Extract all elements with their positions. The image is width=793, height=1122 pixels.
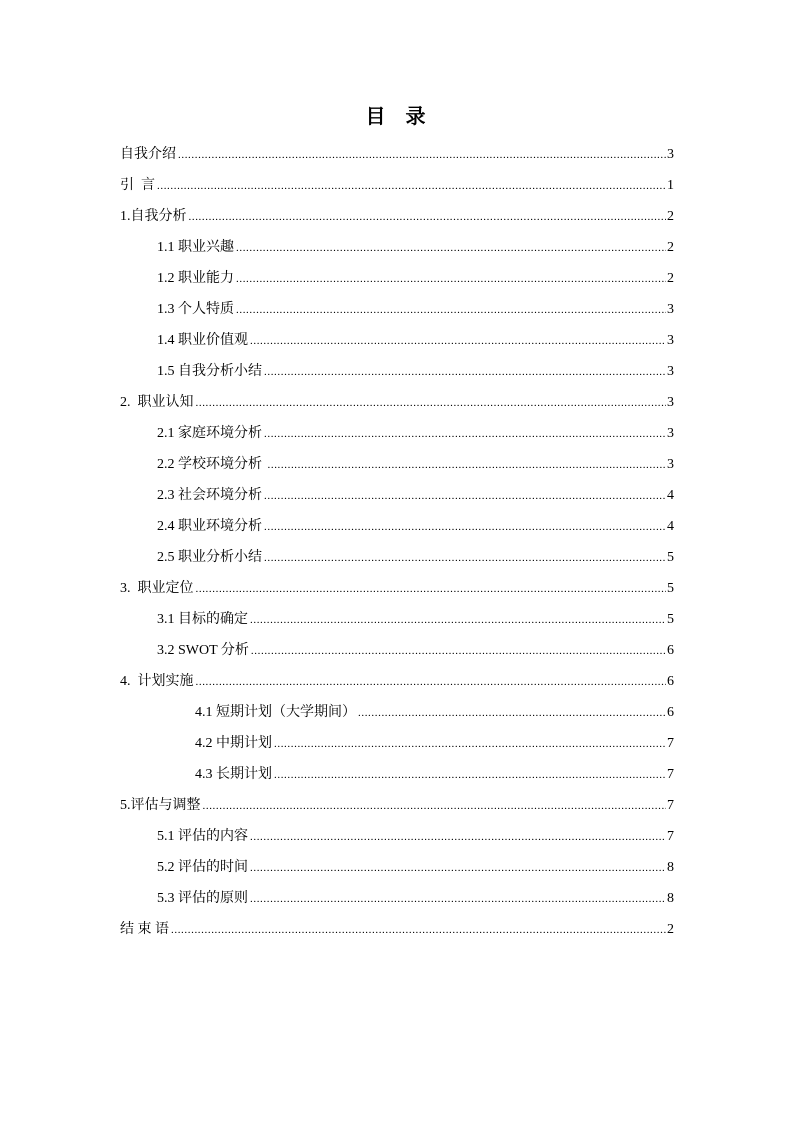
toc-entry-label: 5.评估与调整 <box>120 798 201 813</box>
toc-entry-label: 5.3 评估的原则 <box>157 891 248 906</box>
toc-dot-leader <box>236 295 666 326</box>
toc-entry[interactable] <box>120 728 674 759</box>
toc-dot-leader <box>236 233 666 264</box>
toc-entry[interactable] <box>120 356 674 387</box>
toc-dot-leader <box>171 915 666 946</box>
toc-entry-page-number: 3 <box>667 395 674 410</box>
toc-entry-page-number: 2 <box>667 271 674 286</box>
toc-entry[interactable] <box>120 883 674 914</box>
toc-entry[interactable] <box>120 790 674 821</box>
toc-dot-leader <box>189 202 667 233</box>
toc-dot-leader <box>264 543 666 574</box>
toc-dot-leader <box>250 326 666 357</box>
toc-dot-leader <box>196 388 667 419</box>
toc-entry[interactable] <box>120 449 674 480</box>
toc-entry-page-number: 8 <box>667 891 674 906</box>
toc-entry-label: 4. 计划实施 <box>120 674 194 689</box>
toc-title: 目 录 <box>365 104 428 128</box>
toc-entry[interactable] <box>120 170 674 201</box>
toc-entry-label: 结 束 语 <box>120 922 169 937</box>
toc-entry[interactable] <box>120 263 674 294</box>
toc-entry-page-number: 3 <box>667 302 674 317</box>
toc-dot-leader <box>196 574 667 605</box>
toc-entry[interactable] <box>120 821 674 852</box>
toc-entry-label: 3.2 SWOT 分析 <box>157 643 249 658</box>
toc-entry-label: 2.5 职业分析小结 <box>157 550 262 565</box>
toc-entry-page-number: 6 <box>667 674 674 689</box>
toc-entry-label: 4.1 短期计划（大学期间） <box>195 705 356 720</box>
toc-entry-page-number: 5 <box>667 612 674 627</box>
toc-entry-page-number: 6 <box>667 705 674 720</box>
toc-dot-leader <box>268 450 667 481</box>
toc-entry-page-number: 8 <box>667 860 674 875</box>
toc-entry-page-number: 7 <box>667 767 674 782</box>
toc-entry-page-number: 7 <box>667 736 674 751</box>
toc-entry[interactable] <box>120 418 674 449</box>
toc-entry-label: 4.3 长期计划 <box>195 767 272 782</box>
toc-dot-leader <box>250 605 666 636</box>
toc-dot-leader <box>250 884 666 915</box>
toc-entry[interactable] <box>120 325 674 356</box>
toc-entry-label: 5.2 评估的时间 <box>157 860 248 875</box>
toc-entry-label: 2. 职业认知 <box>120 395 194 410</box>
toc-entry-label: 1.5 自我分析小结 <box>157 364 262 379</box>
toc-entry-label: 5.1 评估的内容 <box>157 829 248 844</box>
toc-entry[interactable] <box>120 914 674 945</box>
toc-dot-leader <box>274 729 666 760</box>
toc-entry-page-number: 4 <box>667 519 674 534</box>
toc-entry-label: 1.4 职业价值观 <box>157 333 248 348</box>
toc-entry-page-number: 4 <box>667 488 674 503</box>
toc-entry-page-number: 5 <box>667 581 674 596</box>
toc-entry-label: 4.2 中期计划 <box>195 736 272 751</box>
toc-entry-page-number: 3 <box>667 457 674 472</box>
toc-entry[interactable] <box>120 511 674 542</box>
toc-dot-leader <box>358 698 666 729</box>
toc-dot-leader <box>264 481 666 512</box>
toc-entry[interactable] <box>120 604 674 635</box>
toc-dot-leader <box>178 140 666 171</box>
toc-entry[interactable] <box>120 480 674 511</box>
toc-entry[interactable] <box>120 294 674 325</box>
toc-entry[interactable] <box>120 542 674 573</box>
toc-entry[interactable] <box>120 697 674 728</box>
toc-dot-leader <box>203 791 667 822</box>
toc-entry[interactable] <box>120 387 674 418</box>
toc-entry-label: 1.2 职业能力 <box>157 271 234 286</box>
toc-entry-page-number: 7 <box>667 798 674 813</box>
toc-entry-page-number: 3 <box>667 147 674 162</box>
toc-entry[interactable] <box>120 232 674 263</box>
toc-entry-page-number: 2 <box>667 240 674 255</box>
toc-dot-leader <box>264 512 666 543</box>
toc-entry[interactable] <box>120 635 674 666</box>
toc-entry-label: 3. 职业定位 <box>120 581 194 596</box>
toc-dot-leader <box>251 636 666 667</box>
toc-entry-page-number: 2 <box>667 922 674 937</box>
toc-dot-leader <box>250 822 666 853</box>
toc-entry[interactable] <box>120 759 674 790</box>
toc-entry-page-number: 6 <box>667 643 674 658</box>
toc-entry-label: 2.2 学校环境分析 <box>157 457 266 472</box>
toc-entry-label: 3.1 目标的确定 <box>157 612 248 627</box>
toc-entry-label: 引 言 <box>120 178 155 193</box>
toc-entry-label: 自我介绍 <box>120 147 176 162</box>
toc-entry-page-number: 1 <box>667 178 674 193</box>
toc-entry-page-number: 5 <box>667 550 674 565</box>
toc-entry-label: 1.3 个人特质 <box>157 302 234 317</box>
toc-entry-label: 2.3 社会环境分析 <box>157 488 262 503</box>
table-of-contents <box>120 139 674 945</box>
toc-entry[interactable] <box>120 852 674 883</box>
toc-entry[interactable] <box>120 201 674 232</box>
toc-dot-leader <box>250 853 666 884</box>
toc-entry-label: 2.4 职业环境分析 <box>157 519 262 534</box>
toc-dot-leader <box>157 171 666 202</box>
toc-entry-page-number: 7 <box>667 829 674 844</box>
toc-entry-page-number: 2 <box>667 209 674 224</box>
toc-dot-leader <box>196 667 667 698</box>
toc-entry[interactable] <box>120 139 674 170</box>
toc-entry-label: 1.1 职业兴趣 <box>157 240 234 255</box>
toc-entry-page-number: 3 <box>667 333 674 348</box>
toc-entry[interactable] <box>120 666 674 697</box>
toc-entry-page-number: 3 <box>667 426 674 441</box>
toc-dot-leader <box>264 419 666 450</box>
toc-entry-label: 2.1 家庭环境分析 <box>157 426 262 441</box>
toc-entry[interactable] <box>120 573 674 604</box>
toc-entry-page-number: 3 <box>667 364 674 379</box>
toc-entry-label: 1.自我分析 <box>120 209 187 224</box>
toc-dot-leader <box>274 760 666 791</box>
toc-dot-leader <box>264 357 666 388</box>
toc-dot-leader <box>236 264 666 295</box>
